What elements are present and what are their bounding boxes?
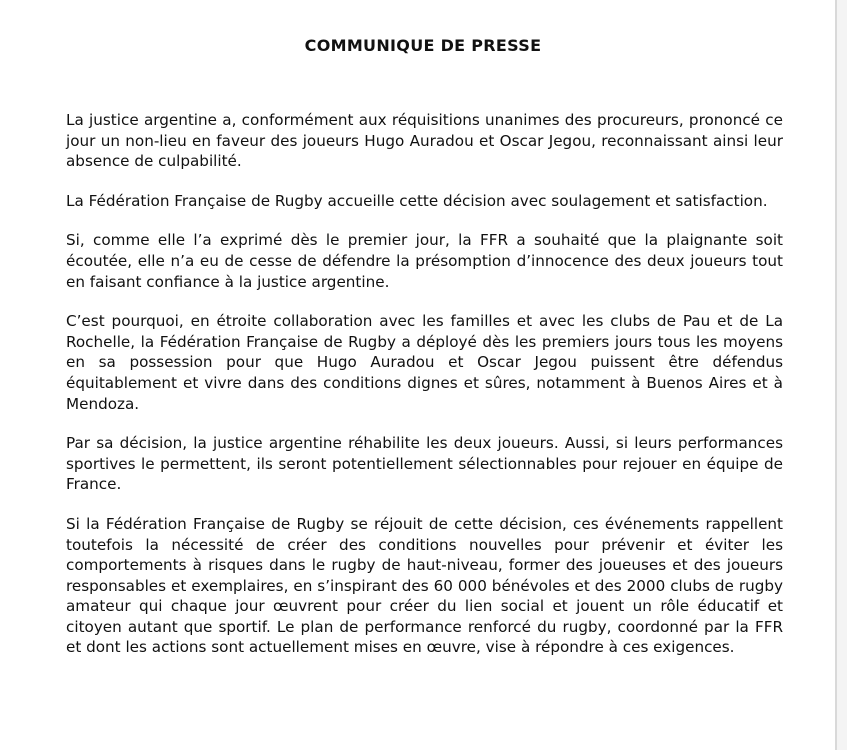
viewer-margin bbox=[837, 0, 847, 750]
paragraph: C’est pourquoi, en étroite collaboration avec les familles et avec les clubs de Pau et de La Rochelle, la Fédération Française de Rugby a déployé dès les premiers jours tous les moyens en sa possession pour que Hugo Auradou et Oscar Jegou puissent être défendus équitablement et vivre dans des conditions dignes et sûres, notamment à Buenos Aires et à Mendoza. bbox=[66, 312, 783, 413]
paragraph: La justice argentine a, conformément aux réquisitions unanimes des procureurs, prononcé ce jour un non-lieu en faveur des joueurs Hugo Auradou et Oscar Jegou, reconnaissant ainsi leur absence de culpabilité. bbox=[66, 111, 783, 171]
document-title: COMMUNIQUE DE PRESSE bbox=[304, 36, 542, 55]
paragraph: Si, comme elle l’a exprimé dès le premier jour, la FFR a souhaité que la plaignante soit écoutée, elle n’a eu de cesse de défendre la présomption d’innocence des deux joueurs tout en faisant confiance à la justice argentine. bbox=[66, 231, 783, 291]
paragraph: Si la Fédération Française de Rugby se réjouit de cette décision, ces événements rappellent toutefois la nécessité de créer des conditions nouvelles pour prévenir et éviter les comportements à risques dans le rugby de haut-niveau, former des joueuses et des joueurs responsables et exemplaires, en s’inspirant des 60 000 bénévoles et des 2000 clubs de rugby amateur qui chaque jour œuvrent pour créer du lien social et jouent un rôle éducatif et citoyen autant que sportif. Le plan de performance renforcé du rugby, coordonné par la FFR et dont les actions sont actuellement mises en œuvre, vise à répondre à ces exigences. bbox=[66, 514, 783, 657]
paragraph: Par sa décision, la justice argentine réhabilite les deux joueurs. Aussi, si leurs performances sportives le permettent, ils seront potentiellement sélectionnables pour rejouer en équipe de France. bbox=[66, 434, 783, 494]
paragraph: La Fédération Française de Rugby accueille cette décision avec soulagement et satisfaction. bbox=[66, 191, 768, 210]
document-body bbox=[66, 110, 783, 658]
